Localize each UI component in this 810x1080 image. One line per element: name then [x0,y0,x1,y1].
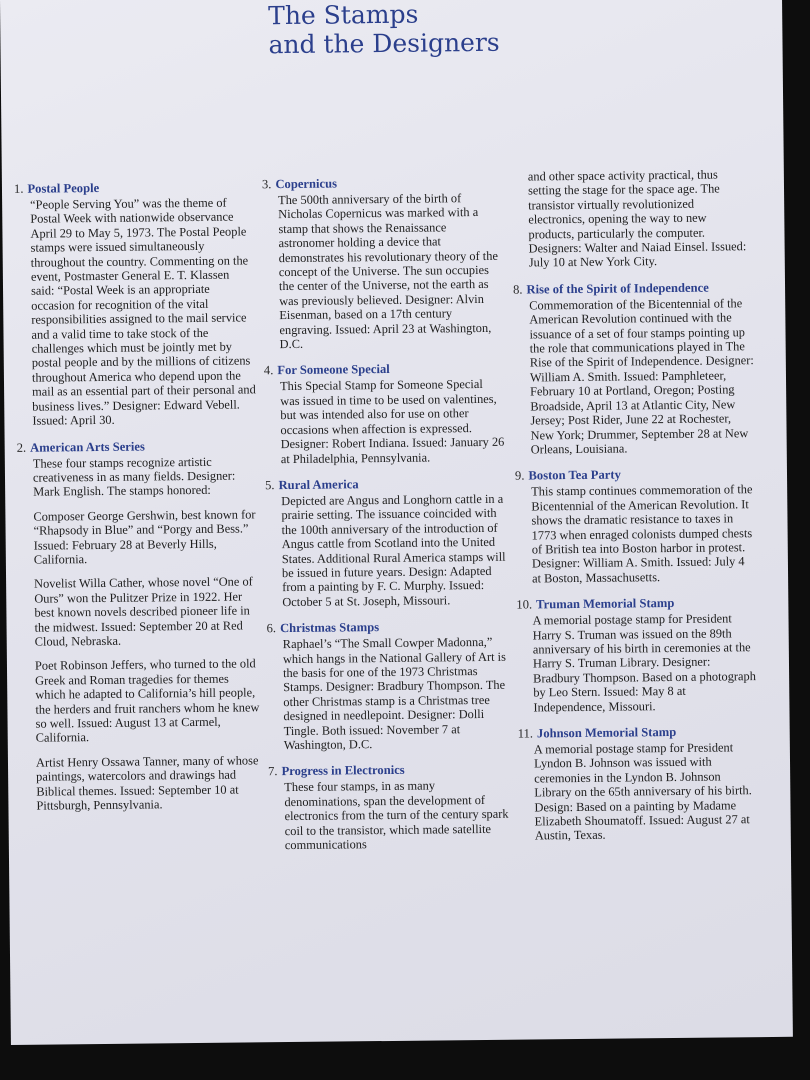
entry-heading [14,179,254,197]
entry-heading [265,476,505,494]
entry-paragraph: “People Serving You” was the theme of Postal Week with nationwide observance April 29 to May 5, 1973. The Postal People stamps were issued simultaneously throughout the country. Commenting on the event, Postmaster General E. T. Klassen said: “Postal Week is an appropriate occasion for recognition of the vital responsibilities assigned to the mail service and a valid time to take stock of the challenges which must be jointly met by postal people and by the millions of citizens throughout America who depend upon the mail as an essential part of their personal and business lives.” Designer: Edward Vebell. Issued: April 30. [30,195,256,428]
entry-paragraph: These four stamps recognize artistic creativeness in as many fields. Designer: Mark English. The stamps honored: [32,454,236,499]
entry-title: Rural America [278,477,359,493]
text-column-2 [262,175,509,865]
entry-number: 10. [516,597,533,612]
entry-body [14,195,256,428]
text-column-1 [14,179,261,825]
entry-paragraph: These four stamps, in as many denominations, span the development of electronics from the turn of the century spark coil to the transistor, which made satellite communications [284,778,509,853]
page-title [268,0,500,59]
entry-heading [267,619,507,637]
entry-body [267,635,508,753]
entry-body [268,778,509,853]
stamp-entry [14,179,257,428]
entry-title: Postal People [27,180,100,196]
entry-body [516,611,757,714]
entry-title: Boston Tea Party [528,467,621,483]
entry-paragraph: This stamp continues commemoration of the Bicentennial of the American Revolution. It shows the dramatic resistance to taxes in 1773 when enraged colonists dumped chests of British tea into Boston harbor in protest. Designer: William A. Smith. Issued: July 4 at Boston, Massachusetts. [531,482,753,586]
entry-paragraph: The 500th anniversary of the birth of Nicholas Copernicus was marked with a stamp that shows the Renaissance astronomer holding a device that demonstrates his revolutionary theory of the concept of the Universe. The sun occupies the center of the Universe, not the earth as was previously believed. Designer: Alvin Eisenman, based on a 17th century engraving. Issued: April 23 at Washington, D.C. [278,191,498,352]
stamp-entry [513,280,755,457]
entry-number: 7. [268,764,278,779]
entry-number: 1. [13,181,24,196]
entry-title: Rise of the Spirit of Independence [526,280,709,297]
entry-heading [268,762,508,780]
stamp-entry [17,438,261,813]
entry-body [264,377,505,466]
entry-heading [516,595,756,613]
entry-title: Copernicus [275,176,338,192]
entry-body [265,492,506,610]
entry-number: 2. [16,440,27,455]
entry-number: 11. [517,726,534,741]
stamp-entry [516,595,757,714]
entry-body [513,296,755,457]
continued-text: and other space activity practical, thus setting the stage for the space age. The transistor virtually revolutionized electronics, opening the way to new products, particularly the computer. Designers: Walter and Naiad Einsel. Issued: July 10 at New York City. [527,167,747,270]
entry-paragraph: Artist Henry Ossawa Tanner, many of whose paintings, watercolors and drawings had Biblical themes. Issued: September 10 at Pittsburgh, Pennsylvania. [35,753,259,813]
entry-paragraph: A memorial postage stamp for President Lyndon B. Johnson was issued with ceremonies in the Lyndon B. Johnson Library on the 65th anniversary of his birth. Design: Based on a painting by Madame Elizabeth Shoumatoff. Issued: August 27 at Austin, Texas. [533,740,752,843]
stamp-entry [264,361,505,466]
entry-heading [264,361,504,379]
entry-paragraph: Composer George Gershwin, best known for “Rhapsody in Blue” and “Porgy and Bess.” Issued: February 28 at Beverly Hills, California. [33,507,256,567]
entry-heading [262,175,502,193]
entry-title: Progress in Electronics [281,763,405,779]
text-column-3 [512,167,759,855]
stamp-entry [265,476,506,610]
entry-body [515,482,756,585]
entry-body [518,740,759,843]
entry-heading [17,438,257,456]
entry-paragraph: Poet Robinson Jeffers, who turned to the old Greek and Roman tragedies for themes which he adapted to California’s hill people, the herders and fruit ranchers whom he knew so well. Issued: August 13 at Carmel, California. [34,656,260,746]
entry-title: Christmas Stamps [279,620,380,636]
stamp-entry [518,724,759,843]
stamp-entry [262,175,504,352]
entry-paragraph: Raphael’s “The Small Cowper Madonna,” which hangs in the National Gallery of Art is the basis for one of the 1973 Christmas Stamps. Designer: Bradbury Thompson. The other Christmas stamp is a Christmas tree designed in needlepoint. Designer: Dolli Tingle. Both issued: November 7 at Washington, D.C. [282,635,506,753]
entry-number: 9. [514,468,525,483]
entry-heading [515,466,755,484]
entry-number: 8. [512,282,523,297]
entry-title: For Someone Special [277,362,390,378]
entry-paragraph: Depicted are Angus and Longhorn cattle in a prairie setting. The issuance coincided with the 100th anniversary of the introduction of Angus cattle from Scotland into the United States. Additional Rural America stamps will be issued in future years. Design: Adapted from a painting by F. C. Murphy. Issued: October 5 at St. Joseph, Missouri. [281,491,506,609]
entry-body [262,191,504,352]
entry-paragraph: This Special Stamp for Someone Special was issued in time to be used on valentines, but was intended also for use on other occasions when affection is expressed. Designer: Robert Indiana. Issued: January 26 at Philadelphia, Pennsylvania. [279,377,505,466]
entry-number: 4. [263,363,274,378]
entry-number: 3. [261,177,272,192]
entry-number: 6. [266,621,277,636]
title-line-2: and the Designers [268,27,500,60]
entry-title: American Arts Series [30,439,145,455]
entry-heading [518,724,758,742]
entry-title: Truman Memorial Stamp [536,596,675,612]
entry-body [17,454,261,813]
title-line-1: The Stamps [268,0,419,31]
entry-number: 5. [265,478,275,493]
entry-paragraph: Commemoration of the Bicentennial of the American Revolution continued with the issuance of a set of four stamps pointing up the role that communications played in The Rise of the Spirit of Independence. Designer: William A. Smith. Issued: Pamphleteer, February 10 at Portland, Oregon; Posting Broadside, April 13 at Atlantic City, New Jersey; Post Rider, June 22 at Rochester, New York; Drummer, September 28 at New Orleans, Louisiana. [529,296,754,457]
entry-title: Johnson Memorial Stamp [536,724,677,741]
stamp-entry [268,762,509,853]
entry-heading [513,280,753,298]
stamp-entry [267,619,508,753]
entry-paragraph: A memorial postage stamp for President Harry S. Truman was issued on the 89th anniversary of his birth in ceremonies at the Harry S. Truman Library. Designer: Bradbury Thompson. Based on a photograph by Leo Stern. Issued: May 8 at Independence, Missouri. [532,611,756,715]
entry-paragraph: Novelist Willa Cather, whose novel “One of Ours” won the Pulitzer Prize in 1922. Her best known novels described pioneer life in the midwest. Issued: September 20 at Red Cloud, Nebraska. [34,574,253,649]
stamp-entry [515,466,756,585]
